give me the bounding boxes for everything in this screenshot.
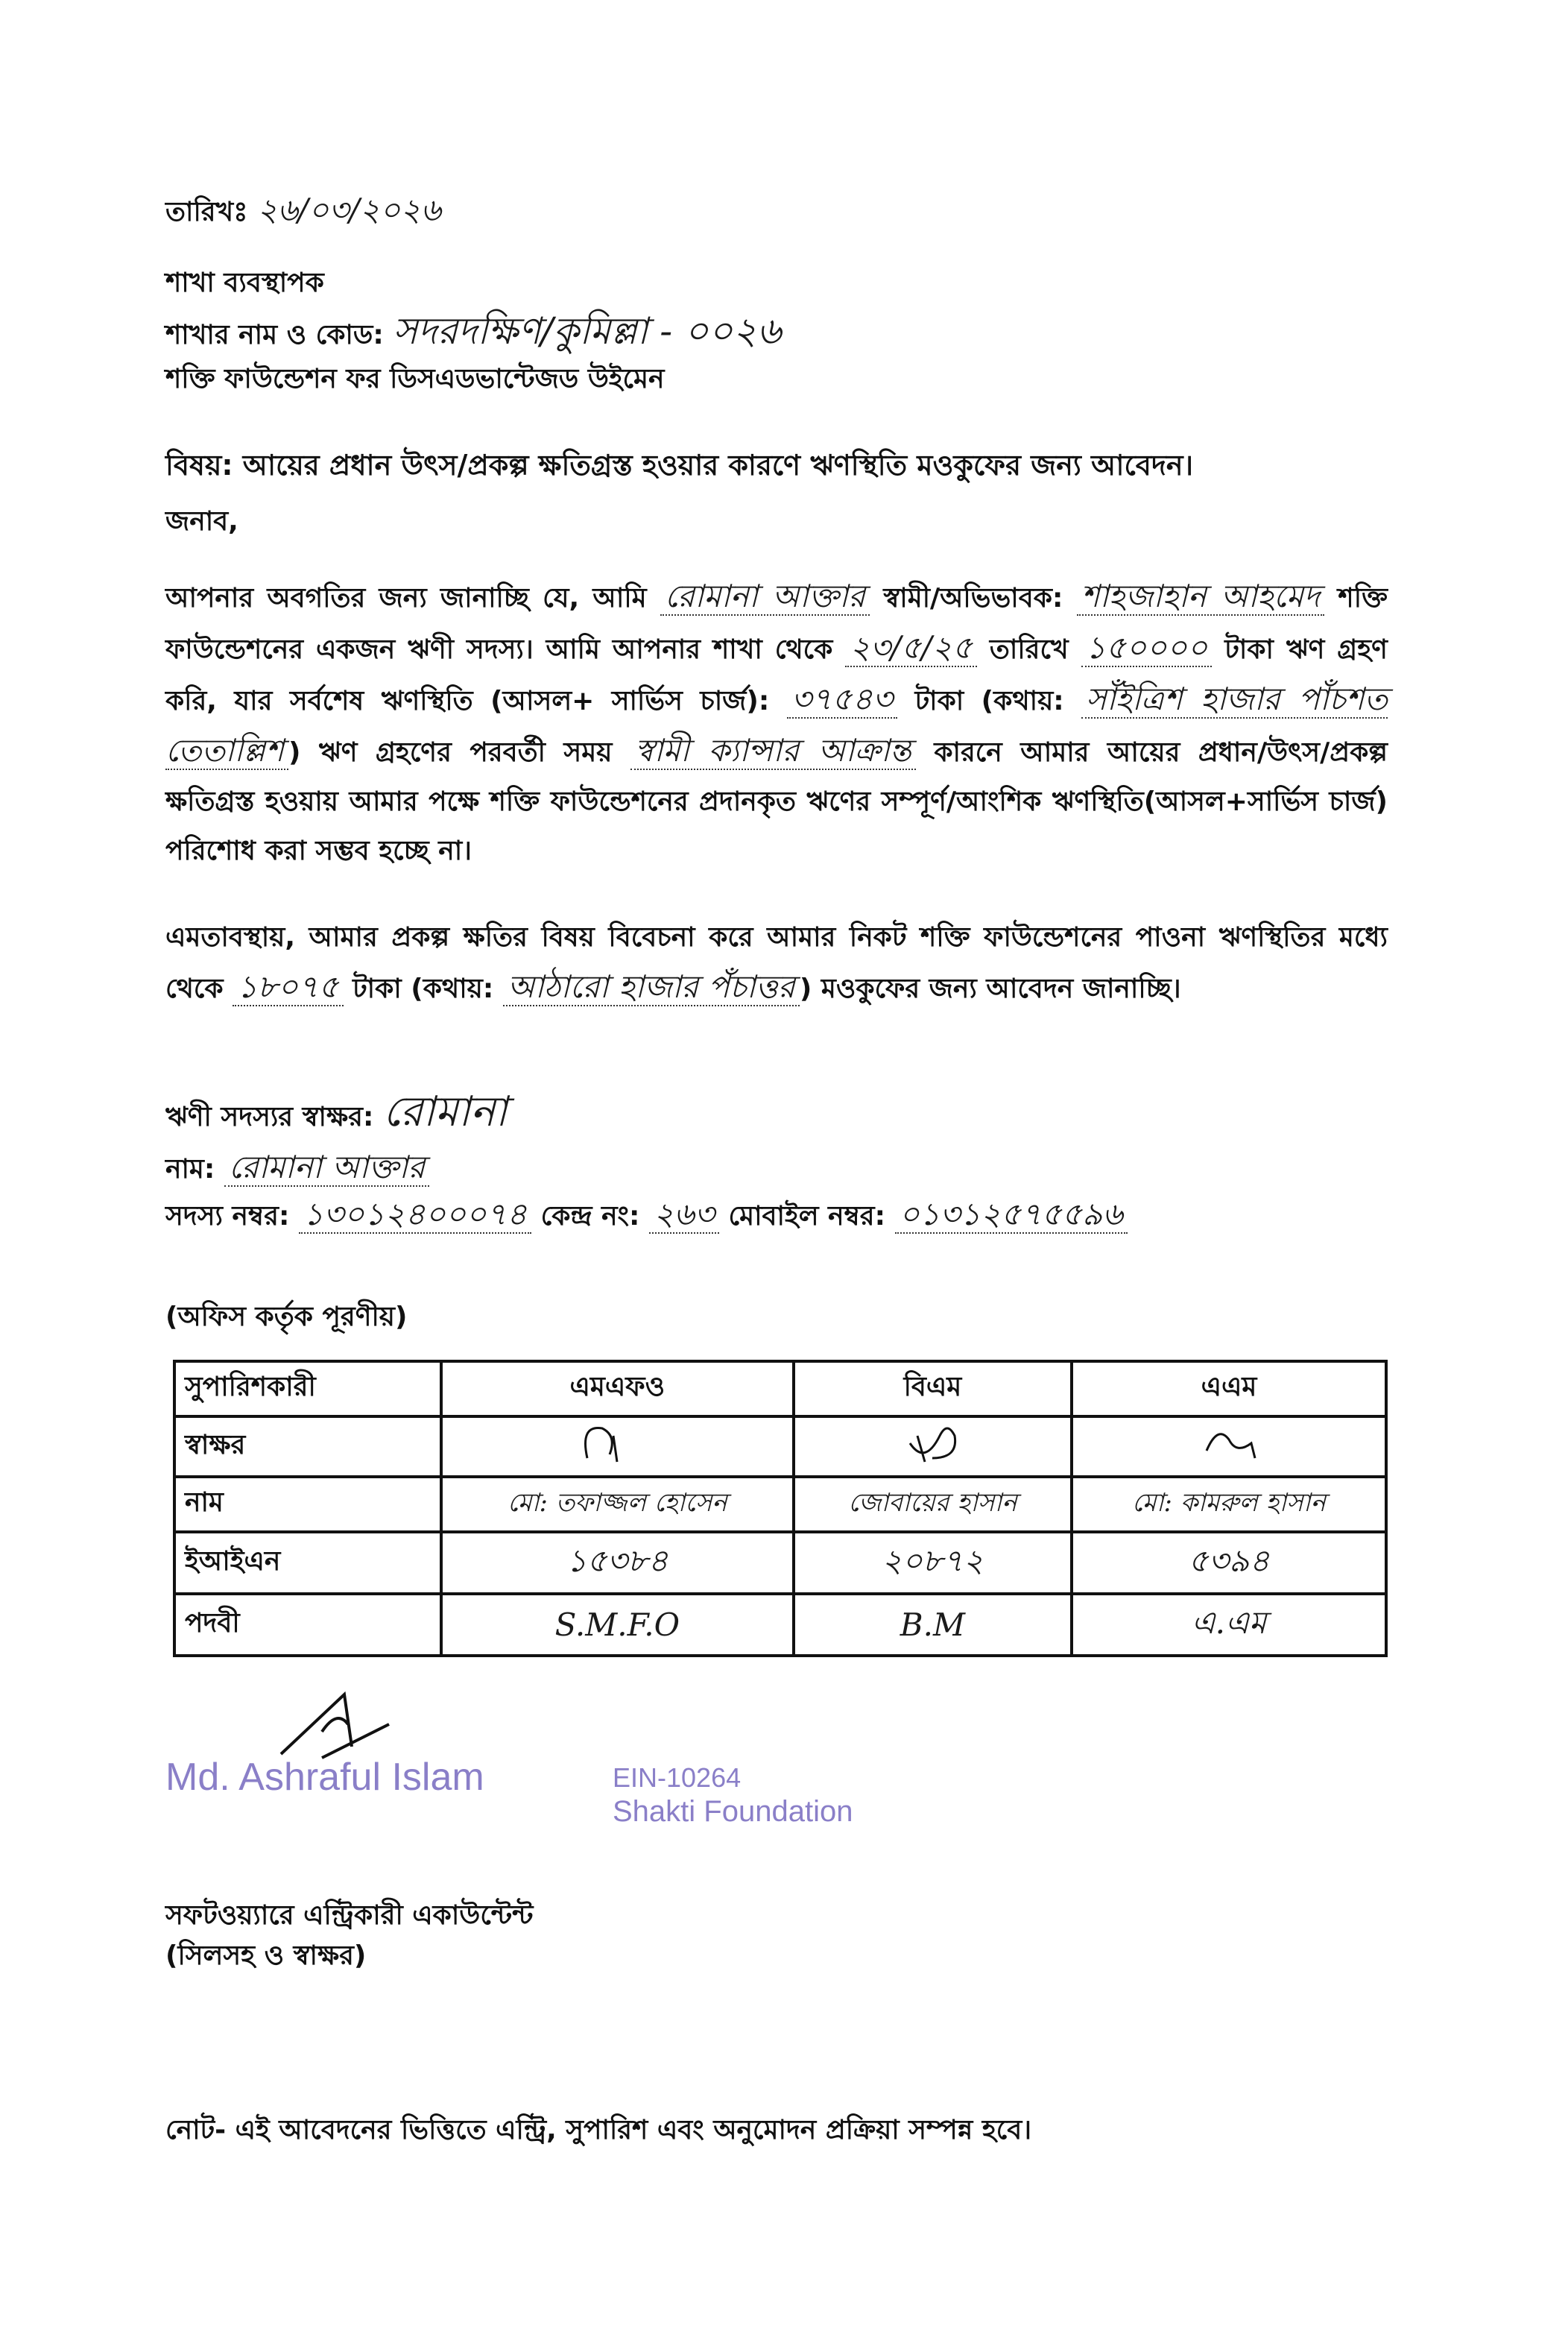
handwritten-signature-icon — [888, 1421, 977, 1466]
subject: বিষয়: আয়ের প্রধান উৎস/প্রকল্প ক্ষতিগ্রস্ত হওয়ার কারণে ঋণস্থিতি মওকুফের জন্য আবেদন। — [165, 449, 1194, 482]
cell: B.M — [794, 1594, 1072, 1656]
cell: এ.এম — [1072, 1594, 1386, 1656]
office-use-note: (অফিস কর্তৃক পূরণীয়) — [165, 1302, 408, 1332]
footer-note: নোট- এই আবেদনের ভিত্তিতে এন্ট্রি, সুপারিশ এবং অনুমোদন প্রক্রিয়া সম্পন্ন হবে। — [165, 2115, 1032, 2145]
row-label: নাম — [174, 1477, 441, 1532]
accountant-note: (সিলসহ ও স্বাক্ষর) — [165, 1940, 367, 1971]
balance-in-words: সাঁইত্রিশ হাজার পাঁচশত তেতাল্লিশ — [165, 681, 1388, 769]
date-line — [165, 186, 1404, 233]
row-label: পদবী — [174, 1594, 441, 1656]
mobile-label: মোবাইল নম্বর: — [728, 1201, 885, 1232]
loan-balance: ৩৭৫৪৩ — [787, 681, 897, 719]
table-row — [174, 1532, 1386, 1594]
header-cell: সুপারিশকারী — [174, 1361, 441, 1416]
member-signature-line — [165, 1081, 1404, 1144]
branch-value: সদরদক্ষিণ/কুমিল্লা - ০০২৬ — [393, 309, 782, 353]
table-row — [174, 1594, 1386, 1656]
center-no: ২৬৩ — [649, 1196, 719, 1234]
header-cell: বিএম — [794, 1361, 1072, 1416]
header-cell: এমএফও — [441, 1361, 794, 1416]
signature-cell — [1072, 1416, 1386, 1477]
accountant-stamp — [165, 1754, 484, 1800]
stamp-ein: EIN-10264 — [613, 1762, 742, 1793]
text: শক্তি ফাউন্ডেশনের একজন ঋণী সদস্য। আমি আপনার শাখা থেকে — [165, 583, 1388, 665]
recommendation-table — [173, 1360, 1388, 1657]
handwritten-signature-icon — [1184, 1421, 1274, 1466]
branch-line — [165, 303, 1404, 359]
stamp-area — [165, 1687, 1404, 1881]
signature-label: ঋণী সদস্যর স্বাক্ষর: — [165, 1102, 374, 1132]
text: টাকা (কথায়: — [914, 686, 1064, 716]
header-cell: এএম — [1072, 1361, 1386, 1416]
center-label: কেন্দ্র নং: — [540, 1201, 640, 1232]
text: ) ঋণ গ্রহণের পরবর্তী সময় — [288, 737, 613, 768]
table-header-row — [174, 1361, 1386, 1416]
guardian-name: শাহজাহান আহমেদ — [1077, 578, 1325, 616]
text: কারনে আমার আয়ের প্রধান/উৎস/প্রকল্প ক্ষতিগ্রস্ত হওয়ায় আমার পক্ষে শক্তি ফাউন্ডেশনের প্রদানকৃত ঋণের সম্পূর্ণ/আংশিক ঋণস্থিতি(আসল+সার্ভিস চার্জ) পরিশোধ করা সম্ভব হচ্ছে না। — [165, 737, 1388, 866]
reason: স্বামী ক্যান্সার আক্রান্ত — [630, 732, 916, 770]
cell: ১৫৩৮৪ — [441, 1532, 794, 1594]
cell: মো: কামরুল হাসান — [1072, 1477, 1386, 1532]
waiver-in-words: আঠারো হাজার পঁচাত্তর — [503, 968, 800, 1006]
member-no-label: সদস্য নম্বর: — [165, 1201, 290, 1232]
member-info-line — [165, 1191, 1404, 1237]
paragraph-2 — [165, 913, 1388, 1014]
accountant-title: সফটওয়্যারে এন্ট্রিকারী একাউন্টেন্ট — [165, 1900, 534, 1931]
salutation: জনাব, — [165, 506, 238, 537]
signature-cell — [794, 1416, 1072, 1477]
table-row — [174, 1416, 1386, 1477]
handwritten-signature-icon — [572, 1421, 662, 1466]
mobile-no: ০১৩১২৫৭৫৫৯৬ — [895, 1196, 1128, 1234]
text: আপনার অবগতির জন্য জানাচ্ছি যে, আমি — [165, 583, 647, 614]
date-label: তারিখঃ — [165, 197, 248, 227]
loan-amount: ১৫০০০০ — [1081, 629, 1213, 667]
applicant-name: রোমানা আক্তার — [660, 578, 870, 616]
date-value: ২৬/০৩/২০২৬ — [256, 192, 441, 228]
row-label: স্বাক্ষর — [174, 1416, 441, 1477]
text: স্বামী/অভিভাবক: — [883, 583, 1063, 614]
text: ) মওকুফের জন্য আবেদন জানাচ্ছি। — [799, 974, 1181, 1004]
waiver-amount: ১৮০৭৫ — [233, 968, 343, 1006]
cell: জোবায়ের হাসান — [794, 1477, 1072, 1532]
member-signature: রোমানা — [382, 1088, 508, 1136]
signature-cell — [441, 1416, 794, 1477]
cell: মো: তফাজ্জল হোসেন — [441, 1477, 794, 1532]
recipient: শাখা ব্যবস্থাপক — [165, 268, 324, 298]
stamp-org: Shakti Foundation — [613, 1795, 853, 1829]
text: টাকা (কথায়: — [353, 974, 494, 1004]
branch-label: শাখার নাম ও কোড: — [165, 320, 384, 350]
cell: ২০৮৭২ — [794, 1532, 1072, 1594]
text: টাকা ঋণ গ্রহণ করি, যার সর্বশেষ ঋণস্থিতি (আসল+ সার্ভিস চার্জ): — [165, 634, 1388, 716]
member-name: রোমানা আক্তার — [224, 1149, 430, 1187]
stamp-name: Md. Ashraful Islam — [165, 1756, 484, 1799]
paragraph-1 — [165, 572, 1388, 876]
table-row — [174, 1477, 1386, 1532]
row-label: ইআইএন — [174, 1532, 441, 1594]
text: তারিখে — [989, 634, 1069, 665]
text: এমতাবস্থায়, আমার প্রকল্প ক্ষতির বিষয় বিবেচনা করে আমার নিকট শক্তি ফাউন্ডেশনের পাওনা ঋণস্থিতির মধ্যে থেকে — [165, 922, 1388, 1004]
cell: ৫৩৯৪ — [1072, 1532, 1386, 1594]
name-label: নাম: — [165, 1154, 215, 1185]
cell: S.M.F.O — [441, 1594, 794, 1656]
organization-name: শক্তি ফাউন্ডেশন ফর ডিসএডভান্টেজড উইমেন — [165, 364, 665, 394]
member-no: ১৩০১২৪০০০৭৪ — [299, 1196, 531, 1234]
accountant-stamp-details — [613, 1762, 853, 1829]
member-name-line — [165, 1144, 1404, 1191]
loan-date: ২৩/৫/২৫ — [845, 629, 977, 667]
